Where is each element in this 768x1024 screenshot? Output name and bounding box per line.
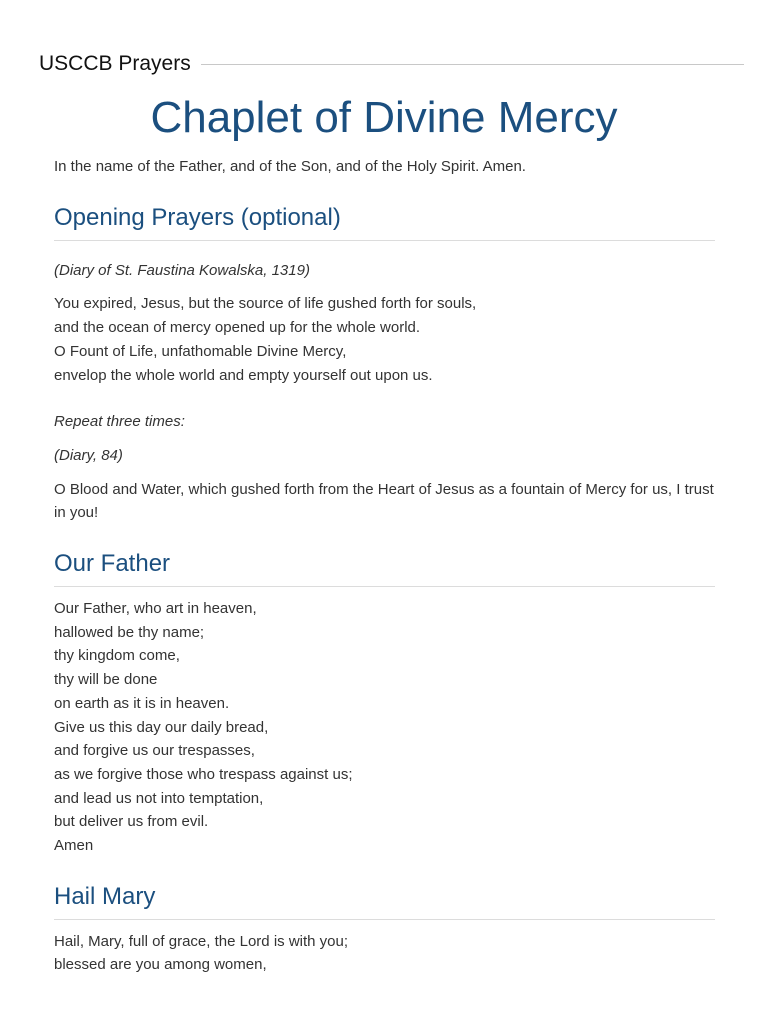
prayer-line: and the ocean of mercy opened up for the whole world.: [54, 319, 421, 337]
prayer-line: on earth as it is in heaven.: [54, 694, 230, 712]
prayer-line: O Fount of Life, unfathomable Divine Mercy,: [54, 342, 347, 360]
article-content: [54, 155, 715, 977]
prayer-line: and lead us not into temptation,: [54, 789, 264, 807]
citation-diary-1319: (Diary of St. Faustina Kowalska, 1319): [54, 261, 310, 279]
prayer-line: Give us this day our daily bread,: [54, 718, 269, 736]
intro-text: In the name of the Father, and of the Son, and of the Holy Spirit. Amen.: [54, 158, 526, 175]
hail-mary-heading: Hail Mary: [54, 882, 156, 910]
site-name[interactable]: USCCB Prayers: [39, 52, 191, 75]
header-divider: [201, 64, 744, 65]
prayer-line: Our Father, who art in heaven,: [54, 600, 257, 618]
prayer-line: but deliver us from evil.: [54, 813, 209, 831]
prayer-line: You expired, Jesus, but the source of life gushed forth for souls,: [54, 295, 477, 313]
our-father-prayer: [54, 597, 715, 858]
hail-mary-prayer: [54, 930, 715, 977]
prayer-line: and forgive us our trespasses,: [54, 742, 255, 760]
citation-diary-84: (Diary, 84): [54, 446, 123, 464]
repeat-note: Repeat three times:: [54, 413, 185, 431]
prayer-line: as we forgive those who trespass against us;: [54, 765, 353, 783]
prayer-line: envelop the whole world and empty yourself out upon us.: [54, 366, 433, 384]
prayer-line: Hail, Mary, full of grace, the Lord is with you;: [54, 932, 349, 950]
opening-prayers-heading: Opening Prayers (optional): [54, 203, 341, 231]
opening-prayer-1: [54, 292, 715, 387]
section-heading-opening: [54, 202, 715, 241]
prayer-line: hallowed be thy name;: [54, 623, 205, 641]
page-title: Chaplet of Divine Mercy: [150, 93, 618, 142]
section-heading-hail-mary: [54, 881, 715, 920]
prayer-line: Amen: [54, 837, 94, 855]
site-header: [39, 50, 744, 78]
prayer-line: thy kingdom come,: [54, 647, 180, 665]
our-father-heading: Our Father: [54, 550, 171, 578]
prayer-line: thy will be done: [54, 671, 158, 689]
prayer-line: blessed are you among women,: [54, 956, 267, 974]
section-heading-our-father: [54, 548, 715, 587]
opening-prayer-2: O Blood and Water, which gushed forth from the Heart of Jesus as a fountain of Mercy for us, I trust in you!: [54, 480, 714, 522]
